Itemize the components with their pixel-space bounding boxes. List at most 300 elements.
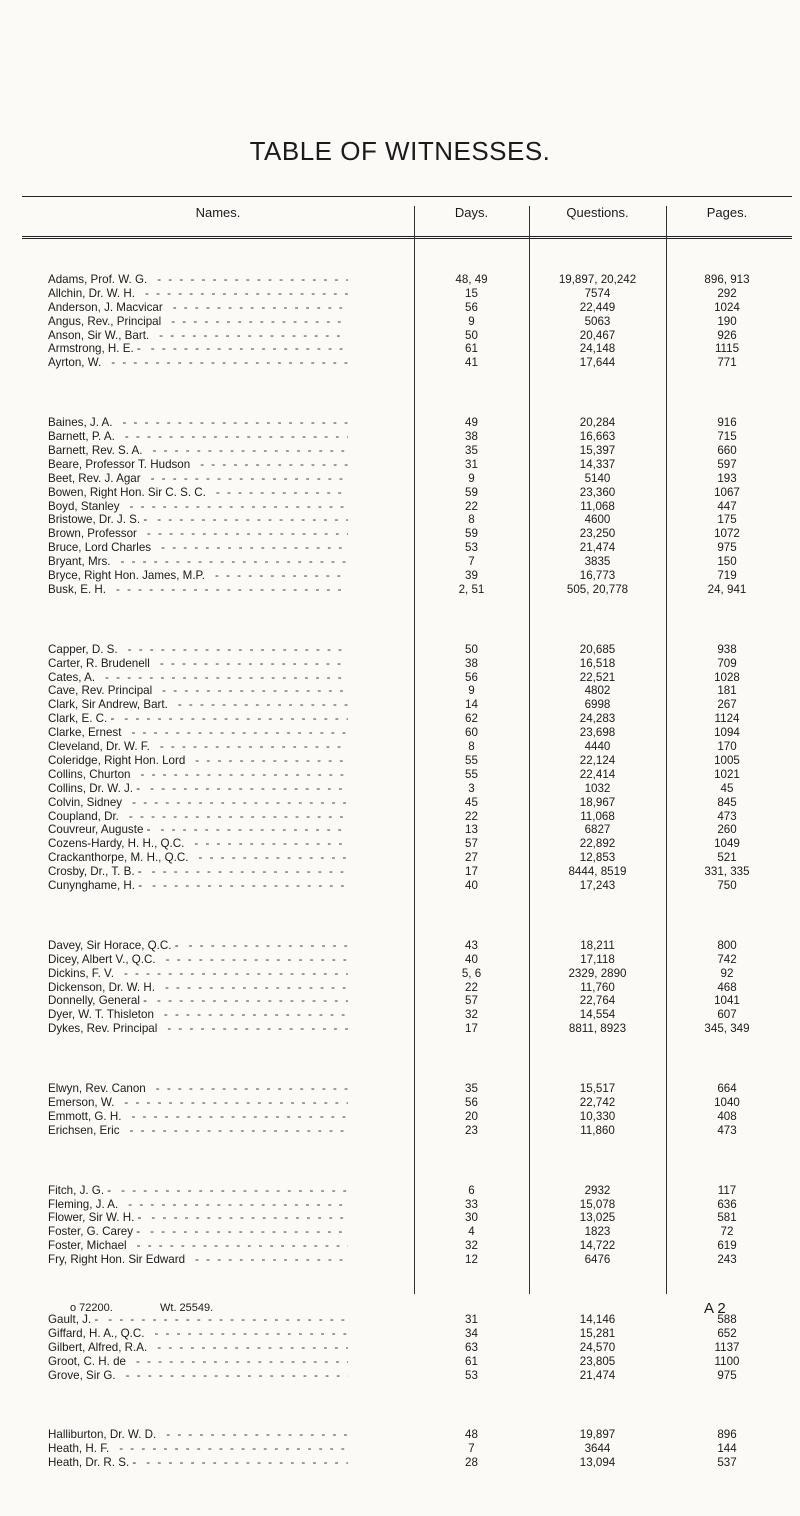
days-cell: 40 xyxy=(465,952,478,966)
days-cell: 14 xyxy=(465,698,478,712)
witness-name: Grove, Sir G. - - xyxy=(48,1369,348,1383)
witness-name: Coupland, Dr. - - xyxy=(48,810,348,824)
witness-group xyxy=(0,273,800,370)
pages-cell: 938 xyxy=(717,642,737,656)
days-cell: 34 xyxy=(465,1326,478,1340)
questions-cell: 2932 xyxy=(584,1183,611,1197)
days-cell: 30 xyxy=(465,1211,478,1225)
pages-cell: 45 xyxy=(720,781,734,795)
questions-cell: 21,474 xyxy=(579,1368,616,1382)
questions-cell: 6476 xyxy=(584,1253,611,1267)
witness-name: Anson, Sir W., Bart. - - xyxy=(48,329,348,343)
days-cell: 56 xyxy=(465,670,478,684)
witness-name: Cleveland, Dr. W. F. - - xyxy=(48,740,348,754)
pages-cell: 664 xyxy=(717,1082,737,1096)
table-row xyxy=(0,1341,800,1355)
questions-cell: 12,853 xyxy=(579,851,616,865)
questions-cell: 23,805 xyxy=(579,1354,616,1368)
days-cell: 4 xyxy=(468,1225,475,1239)
witness-name: Clark, E. C. - - - xyxy=(48,712,348,726)
pages-cell: 597 xyxy=(717,457,737,471)
days-cell: 48, 49 xyxy=(455,273,488,286)
witness-name: Dickins, F. V. - - xyxy=(48,967,348,981)
pages-cell: 1115 xyxy=(714,342,740,356)
witness-name: Foster, Michael - - xyxy=(48,1239,348,1253)
pages-cell: 24, 941 xyxy=(707,582,747,596)
table-row xyxy=(0,486,800,500)
witness-name: Cave, Rev. Principal - - xyxy=(48,684,348,698)
table-row xyxy=(0,583,800,597)
pages-cell: 652 xyxy=(717,1326,737,1340)
witness-group xyxy=(0,1313,800,1382)
questions-cell: 14,337 xyxy=(579,457,616,471)
questions-cell: 22,764 xyxy=(579,994,616,1008)
witness-table-body xyxy=(0,273,800,1516)
questions-cell: 20,467 xyxy=(579,328,616,342)
pages-cell: 709 xyxy=(717,656,737,670)
questions-cell: 14,146 xyxy=(579,1312,616,1326)
table-row xyxy=(0,1442,800,1456)
table-row xyxy=(0,1239,800,1253)
table-row xyxy=(0,416,800,430)
days-cell: 9 xyxy=(468,471,475,485)
table-row xyxy=(0,555,800,569)
questions-cell: 13,025 xyxy=(579,1211,616,1225)
witness-name: Fitch, J. G. - - - xyxy=(48,1184,348,1198)
days-cell: 22 xyxy=(465,980,478,994)
witness-group xyxy=(0,1428,800,1470)
witness-group xyxy=(0,1184,800,1267)
witness-name: Groot, C. H. de - - xyxy=(48,1355,348,1369)
pages-cell: 1021 xyxy=(714,767,740,781)
days-cell: 31 xyxy=(465,457,478,471)
pages-cell: 715 xyxy=(717,430,737,444)
pages-cell: 267 xyxy=(717,698,737,712)
days-cell: 61 xyxy=(465,342,478,356)
table-row xyxy=(0,569,800,583)
header-bottom-rule xyxy=(22,236,792,237)
table-row xyxy=(0,527,800,541)
questions-cell: 4440 xyxy=(584,740,611,754)
table-row xyxy=(0,823,800,837)
questions-cell: 3835 xyxy=(584,555,611,569)
questions-cell: 22,414 xyxy=(579,767,616,781)
questions-cell: 20,284 xyxy=(579,416,616,430)
table-row xyxy=(0,712,800,726)
questions-cell: 16,663 xyxy=(579,430,616,444)
table-row xyxy=(0,657,800,671)
days-cell: 59 xyxy=(465,485,478,499)
days-cell: 55 xyxy=(465,753,478,767)
witness-name: Bruce, Lord Charles - - xyxy=(48,541,348,555)
table-row xyxy=(0,698,800,712)
questions-cell: 17,118 xyxy=(580,952,615,966)
table-row xyxy=(0,837,800,851)
witness-name: Fry, Right Hon. Sir Edward - - xyxy=(48,1253,348,1267)
questions-cell: 3644 xyxy=(584,1442,611,1456)
days-cell: 9 xyxy=(468,314,475,328)
days-cell: 8 xyxy=(468,740,475,754)
header-days: Days. xyxy=(454,205,489,220)
days-cell: 28 xyxy=(465,1456,478,1470)
pages-cell: 742 xyxy=(717,952,737,966)
questions-cell: 1032 xyxy=(584,781,611,795)
witness-name: Armstrong, H. E. - - - xyxy=(48,342,348,356)
witness-name: Ayrton, W. - - xyxy=(48,356,348,370)
pages-cell: 896 xyxy=(717,1428,737,1442)
days-cell: 48 xyxy=(465,1428,478,1442)
pages-cell: 750 xyxy=(717,878,737,892)
witness-name: Barnett, P. A. - - xyxy=(48,430,348,444)
pages-cell: 588 xyxy=(717,1312,737,1326)
witness-name: Heath, Dr. R. S. - - - xyxy=(48,1456,348,1470)
witness-name: Dicey, Albert V., Q.C. - - xyxy=(48,953,348,967)
table-row xyxy=(0,1369,800,1383)
days-cell: 45 xyxy=(465,795,478,809)
witness-name: Angus, Rev., Principal - - xyxy=(48,315,348,329)
print-code: o 72200. xyxy=(70,1302,113,1314)
table-row xyxy=(0,740,800,754)
pages-cell: 92 xyxy=(720,966,734,980)
days-cell: 50 xyxy=(465,328,478,342)
witness-name: Fleming, J. A. - - xyxy=(48,1198,348,1212)
pages-cell: 193 xyxy=(717,471,737,485)
witness-name: Clarke, Ernest - - xyxy=(48,726,348,740)
table-row xyxy=(0,458,800,472)
table-row xyxy=(0,1313,800,1327)
pages-cell: 408 xyxy=(717,1109,737,1123)
witness-name: Bristowe, Dr. J. S. - - - xyxy=(48,513,348,527)
questions-cell: 8444, 8519 xyxy=(568,865,627,879)
table-row xyxy=(0,796,800,810)
pages-cell: 607 xyxy=(717,1008,737,1022)
days-cell: 9 xyxy=(468,684,475,698)
days-cell: 38 xyxy=(465,430,478,444)
days-cell: 31 xyxy=(465,1312,478,1326)
days-cell: 56 xyxy=(465,1095,478,1109)
witness-name: Cozens-Hardy, H. H., Q.C. - - xyxy=(48,837,348,851)
table-row xyxy=(0,671,800,685)
table-row xyxy=(0,879,800,893)
witness-name: Bryant, Mrs. - - xyxy=(48,555,348,569)
pages-cell: 447 xyxy=(717,499,737,513)
table-row xyxy=(0,500,800,514)
table-row xyxy=(0,1428,800,1442)
witness-name: Emmott, G. H. - - xyxy=(48,1110,348,1124)
days-cell: 7 xyxy=(468,555,475,569)
header-pages: Pages. xyxy=(706,205,748,220)
witness-name: Collins, Dr. W. J. - - - xyxy=(48,782,348,796)
pages-cell: 150 xyxy=(717,555,737,569)
days-cell: 55 xyxy=(465,767,478,781)
questions-cell: 22,742 xyxy=(579,1095,616,1109)
table-row xyxy=(0,1198,800,1212)
table-row xyxy=(0,939,800,953)
witness-name: Gilbert, Alfred, R.A. - - xyxy=(48,1341,348,1355)
witness-name: Baines, J. A. - - xyxy=(48,416,348,430)
table-row xyxy=(0,315,800,329)
table-row xyxy=(0,981,800,995)
days-cell: 60 xyxy=(465,726,478,740)
questions-cell: 13,094 xyxy=(579,1456,616,1470)
questions-cell: 15,078 xyxy=(579,1197,616,1211)
pages-cell: 521 xyxy=(717,851,737,865)
days-cell: 32 xyxy=(465,1239,478,1253)
pages-cell: 1094 xyxy=(714,726,740,740)
witness-name: Anderson, J. Macvicar - - xyxy=(48,301,348,315)
pages-cell: 1100 xyxy=(714,1354,740,1368)
table-row xyxy=(0,1008,800,1022)
table-row xyxy=(0,1456,800,1470)
witness-name: Dickenson, Dr. W. H. - - xyxy=(48,981,348,995)
witness-group xyxy=(0,1082,800,1138)
table-row xyxy=(0,1124,800,1138)
questions-cell: 15,397 xyxy=(579,444,616,458)
questions-cell: 24,283 xyxy=(579,712,616,726)
pages-cell: 1005 xyxy=(714,753,740,767)
witness-name: Heath, H. F. - - xyxy=(48,1442,348,1456)
witness-name: Carter, R. Brudenell - - xyxy=(48,657,348,671)
witness-name: Erichsen, Eric - - xyxy=(48,1124,348,1138)
witness-name: Capper, D. S. - - xyxy=(48,643,348,657)
table-row xyxy=(0,1110,800,1124)
table-row xyxy=(0,953,800,967)
days-cell: 43 xyxy=(465,938,478,952)
witness-name: Bryce, Right Hon. James, M.P. - - xyxy=(48,569,348,583)
days-cell: 23 xyxy=(465,1123,478,1137)
table-row xyxy=(0,1253,800,1267)
days-cell: 63 xyxy=(465,1340,478,1354)
days-cell: 39 xyxy=(465,569,478,583)
pages-cell: 619 xyxy=(717,1239,737,1253)
questions-cell: 22,521 xyxy=(579,670,616,684)
questions-cell: 505, 20,778 xyxy=(566,582,629,596)
witness-name: Cunynghame, H. - - - xyxy=(48,879,348,893)
table-row xyxy=(0,273,800,287)
table-row xyxy=(0,513,800,527)
days-cell: 38 xyxy=(465,656,478,670)
witness-name: Barnett, Rev. S. A. - - xyxy=(48,444,348,458)
questions-cell: 22,892 xyxy=(579,837,616,851)
questions-cell: 6998 xyxy=(584,698,611,712)
questions-cell: 4600 xyxy=(584,513,611,527)
days-cell: 3 xyxy=(468,781,475,795)
witness-name: Clark, Sir Andrew, Bart. - - xyxy=(48,698,348,712)
pages-cell: 181 xyxy=(717,684,737,698)
table-row xyxy=(0,287,800,301)
table-top-rule xyxy=(22,196,792,197)
questions-cell: 2329, 2890 xyxy=(568,966,627,980)
witness-name: Donnelly, General - - - xyxy=(48,994,348,1008)
questions-cell: 1823 xyxy=(584,1225,611,1239)
witness-name: Bowen, Right Hon. Sir C. S. C. - - xyxy=(48,486,348,500)
table-row xyxy=(0,1327,800,1341)
table-row xyxy=(0,541,800,555)
days-cell: 40 xyxy=(465,878,478,892)
table-row xyxy=(0,810,800,824)
witness-name: Halliburton, Dr. W. D. - - xyxy=(48,1428,348,1442)
witness-name: Gault, J. - - - xyxy=(48,1313,348,1327)
days-cell: 59 xyxy=(465,527,478,541)
pages-cell: 117 xyxy=(717,1183,737,1197)
pages-cell: 144 xyxy=(717,1442,737,1456)
days-cell: 8 xyxy=(468,513,475,527)
questions-cell: 23,698 xyxy=(579,726,616,740)
witness-name: Dyer, W. T. Thisleton - - xyxy=(48,1008,348,1022)
table-row xyxy=(0,329,800,343)
table-row xyxy=(0,967,800,981)
pages-cell: 331, 335 xyxy=(704,865,750,879)
questions-cell: 24,148 xyxy=(579,342,616,356)
table-row xyxy=(0,472,800,486)
questions-cell: 19,897, 20,242 xyxy=(558,273,637,286)
pages-cell: 975 xyxy=(717,541,737,555)
questions-cell: 18,967 xyxy=(579,795,616,809)
pages-cell: 345, 349 xyxy=(704,1022,750,1036)
questions-cell: 11,068 xyxy=(580,809,615,823)
pages-cell: 660 xyxy=(717,444,737,458)
table-row xyxy=(0,342,800,356)
witness-name: Giffard, H. A., Q.C. - - xyxy=(48,1327,348,1341)
table-row xyxy=(0,1184,800,1198)
pages-cell: 1049 xyxy=(714,837,740,851)
questions-cell: 16,518 xyxy=(579,656,616,670)
witness-name: Crackanthorpe, M. H., Q.C. - - xyxy=(48,851,348,865)
table-row xyxy=(0,430,800,444)
page-mark: A 2 xyxy=(704,1300,726,1317)
days-cell: 2, 51 xyxy=(458,582,485,596)
witness-group xyxy=(0,643,800,893)
table-row xyxy=(0,782,800,796)
witness-name: Flower, Sir W. H. - - - xyxy=(48,1211,348,1225)
days-cell: 15 xyxy=(465,286,478,300)
header-questions: Questions. xyxy=(566,205,629,220)
questions-cell: 19,897 xyxy=(579,1428,616,1442)
pages-cell: 473 xyxy=(717,809,737,823)
pages-cell: 845 xyxy=(717,795,737,809)
table-row xyxy=(0,301,800,315)
witness-name: Collins, Churton - - xyxy=(48,768,348,782)
table-row xyxy=(0,994,800,1008)
questions-cell: 15,281 xyxy=(579,1326,616,1340)
table-row xyxy=(0,684,800,698)
witness-name: Beet, Rev. J. Agar - - xyxy=(48,472,348,486)
pages-cell: 916 xyxy=(717,416,737,430)
questions-cell: 11,068 xyxy=(580,499,615,513)
days-cell: 33 xyxy=(465,1197,478,1211)
pages-cell: 243 xyxy=(717,1253,737,1267)
questions-cell: 10,330 xyxy=(579,1109,616,1123)
table-row xyxy=(0,768,800,782)
witness-name: Adams, Prof. W. G. - - xyxy=(48,273,348,287)
pages-cell: 800 xyxy=(717,938,737,952)
table-row xyxy=(0,444,800,458)
days-cell: 20 xyxy=(465,1109,478,1123)
witness-name: Crosby, Dr., T. B. - - - xyxy=(48,865,348,879)
days-cell: 5, 6 xyxy=(461,966,482,980)
witness-group xyxy=(0,416,800,597)
days-cell: 41 xyxy=(465,356,478,370)
table-row xyxy=(0,1022,800,1036)
pages-cell: 1124 xyxy=(714,712,740,726)
questions-cell: 18,211 xyxy=(580,938,615,952)
table-row xyxy=(0,1082,800,1096)
pages-cell: 1028 xyxy=(714,670,740,684)
witness-name: Colvin, Sidney - - xyxy=(48,796,348,810)
questions-cell: 15,517 xyxy=(579,1082,616,1096)
days-cell: 32 xyxy=(465,1008,478,1022)
days-cell: 53 xyxy=(465,541,478,555)
page-title: TABLE OF WITNESSES. xyxy=(249,136,551,166)
questions-cell: 23,360 xyxy=(579,485,616,499)
table-row xyxy=(0,1096,800,1110)
pages-cell: 581 xyxy=(717,1211,737,1225)
questions-cell: 5140 xyxy=(584,471,611,485)
witness-name: Cates, A. - - xyxy=(48,671,348,685)
witness-name: Allchin, Dr. W. H. - - xyxy=(48,287,348,301)
pages-cell: 719 xyxy=(717,569,737,583)
pages-cell: 926 xyxy=(717,328,737,342)
witness-name: Foster, G. Carey - - - xyxy=(48,1225,348,1239)
pages-cell: 72 xyxy=(720,1225,734,1239)
days-cell: 35 xyxy=(465,1082,478,1096)
days-cell: 17 xyxy=(465,865,478,879)
questions-cell: 7574 xyxy=(584,286,611,300)
pages-cell: 190 xyxy=(717,314,737,328)
witness-name: Davey, Sir Horace, Q.C. - - - xyxy=(48,939,348,953)
days-cell: 49 xyxy=(465,416,478,430)
days-cell: 35 xyxy=(465,444,478,458)
days-cell: 57 xyxy=(465,994,478,1008)
questions-cell: 6827 xyxy=(584,823,611,837)
pages-cell: 473 xyxy=(717,1123,737,1137)
questions-cell: 22,449 xyxy=(579,300,616,314)
questions-cell: 16,773 xyxy=(579,569,616,583)
days-cell: 13 xyxy=(465,823,478,837)
table-row xyxy=(0,1225,800,1239)
pages-cell: 1040 xyxy=(714,1095,740,1109)
table-row xyxy=(0,1355,800,1369)
pages-cell: 1137 xyxy=(714,1340,740,1354)
pages-cell: 468 xyxy=(717,980,737,994)
pages-cell: 1067 xyxy=(714,485,740,499)
witness-group xyxy=(0,939,800,1036)
table-row xyxy=(0,865,800,879)
days-cell: 27 xyxy=(465,851,478,865)
days-cell: 6 xyxy=(468,1183,475,1197)
pages-cell: 260 xyxy=(717,823,737,837)
questions-cell: 20,685 xyxy=(579,642,616,656)
pages-cell: 175 xyxy=(717,513,737,527)
table-row xyxy=(0,851,800,865)
pages-cell: 1041 xyxy=(714,994,740,1008)
pages-cell: 896, 913 xyxy=(704,273,750,286)
witness-name: Beare, Professor T. Hudson - - xyxy=(48,458,348,472)
days-cell: 7 xyxy=(468,1442,475,1456)
header-names: Names. xyxy=(195,205,241,220)
witness-name: Boyd, Stanley - - xyxy=(48,500,348,514)
questions-cell: 14,722 xyxy=(579,1239,616,1253)
questions-cell: 24,570 xyxy=(579,1340,616,1354)
days-cell: 56 xyxy=(465,300,478,314)
pages-cell: 292 xyxy=(717,286,737,300)
days-cell: 57 xyxy=(465,837,478,851)
pages-cell: 537 xyxy=(717,1456,737,1470)
pages-cell: 170 xyxy=(717,740,737,754)
questions-cell: 4802 xyxy=(584,684,611,698)
table-row xyxy=(0,643,800,657)
questions-cell: 17,243 xyxy=(579,878,616,892)
